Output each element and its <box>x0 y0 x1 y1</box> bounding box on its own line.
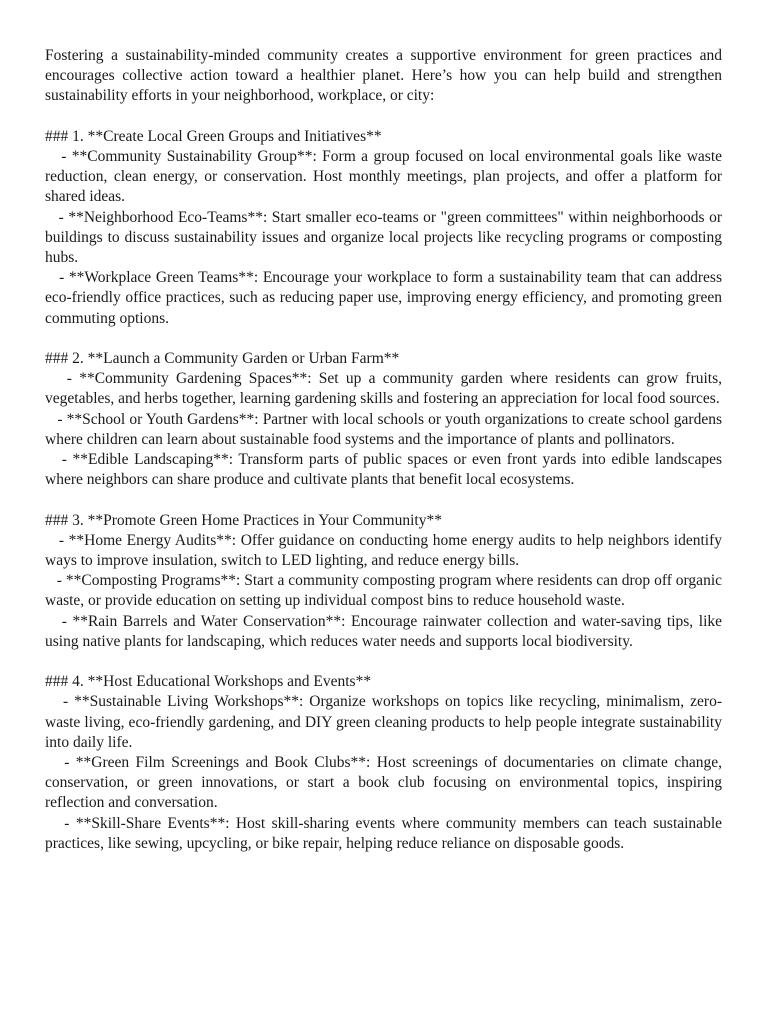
section-2 <box>45 349 726 490</box>
section-1 <box>45 127 726 329</box>
intro-paragraph: Fostering a sustainability-minded community creates a supportive environment for green practices and encourages collective action toward a healthier planet. Here’s how you can help build and strengthen sustainability efforts in your neighborhood, workplace, or city: <box>45 47 726 105</box>
list-item: - **School or Youth Gardens**: Partner with local schools or youth organizations to create school gardens where children can learn about sustainable food systems and the importance of plants and pollinators. <box>45 410 726 448</box>
list-item: - **Rain Barrels and Water Conservation**: Encourage rainwater collection and water-saving tips, like using native plants for landscaping, which reduces water needs and supports local biodiversity. <box>45 612 726 650</box>
list-item: - **Green Film Screenings and Book Clubs**: Host screenings of documentaries on climate change, conservation, or green innovations, or start a book club focusing on environmental topics, inspiring reflection and conversation. <box>45 754 726 812</box>
list-item: - **Composting Programs**: Start a community composting program where residents can drop off organic waste, or provide education on setting up individual compost bins to reduce household waste. <box>45 572 726 610</box>
section-heading: ### 4. **Host Educational Workshops and Events** <box>45 673 372 691</box>
list-item: - **Community Gardening Spaces**: Set up a community garden where residents can grow fruits, vegetables, and herbs together, learning gardening skills and fostering an appreciation for local food sources. <box>45 370 726 408</box>
list-item: - **Sustainable Living Workshops**: Organize workshops on topics like recycling, minimalism, zero-waste living, eco-friendly gardening, and DIY green cleaning products to help people integrate sustainability into daily life. <box>45 693 726 751</box>
list-item: - **Home Energy Audits**: Offer guidance on conducting home energy audits to help neighbors identify ways to improve insulation, switch to LED lighting, and reduce energy bills. <box>45 531 726 570</box>
list-item: - **Workplace Green Teams**: Encourage your workplace to form a sustainability team that can address eco-friendly office practices, such as reducing paper use, improving energy efficiency, and promoting green commuting options. <box>45 269 726 327</box>
spacer <box>45 329 722 349</box>
document-page <box>45 46 726 854</box>
list-item: - **Neighborhood Eco-Teams**: Start smaller eco-teams or "green committees" within neighborhoods or buildings to discuss sustainability issues and organize local projects like recycling programs or composting hubs. <box>45 208 726 267</box>
spacer <box>45 107 722 127</box>
section-3 <box>45 511 726 652</box>
section-heading: ### 3. **Promote Green Home Practices in Your Community** <box>45 511 442 529</box>
spacer <box>45 490 722 510</box>
list-item: - **Edible Landscaping**: Transform parts of public spaces or even front yards into edible landscapes where neighbors can share produce and cultivate plants that benefit local ecosystems. <box>45 451 726 489</box>
list-item: - **Skill-Share Events**: Host skill-sharing events where community members can teach sustainable practices, like sewing, upcycling, or bike repair, helping reduce reliance on disposable goods. <box>45 814 726 852</box>
section-heading: ### 2. **Launch a Community Garden or Urban Farm** <box>45 350 400 368</box>
section-heading: ### 1. **Create Local Green Groups and Initiatives** <box>45 127 382 145</box>
spacer <box>45 652 722 672</box>
list-item: - **Community Sustainability Group**: Form a group focused on local environmental goals like waste reduction, clean energy, or conservation. Host monthly meetings, plan projects, and offer a platform for shared ideas. <box>45 148 726 206</box>
section-4 <box>45 672 726 854</box>
